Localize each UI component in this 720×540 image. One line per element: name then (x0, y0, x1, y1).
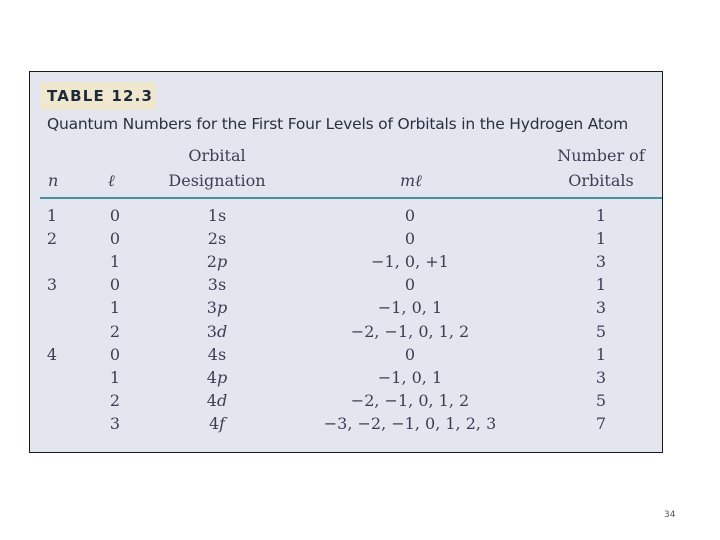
cell-designation: 4d (206, 390, 228, 410)
cell-ml: −2, −1, 0, 1, 2 (350, 390, 470, 410)
cell-count: 1 (595, 206, 607, 225)
cell-designation: 4s (207, 344, 227, 364)
table-label-text: TABLE 12.3 (47, 87, 154, 105)
cell-ml: 0 (404, 229, 416, 249)
cell-count: 1 (595, 275, 607, 295)
cell-count: 5 (595, 321, 607, 341)
cell-designation: 2p (206, 252, 228, 272)
cell-l: 0 (109, 206, 121, 225)
cell-count: 1 (595, 229, 607, 249)
page-number: 34 (664, 510, 676, 520)
cell-ml: −3, −2, −1, 0, 1, 2, 3 (323, 413, 497, 433)
table-caption: Quantum Numbers for the First Four Levels of Orbitals in the Hydrogen Atom (47, 115, 628, 133)
cell-l: 2 (109, 321, 121, 341)
cell-ml: −1, 0, +1 (371, 252, 449, 272)
cell-count: 3 (595, 298, 607, 318)
header-designation-line2: Designation (168, 171, 266, 190)
cell-count: 3 (595, 367, 607, 387)
cell-designation: 3p (206, 298, 228, 318)
cell-designation: 2s (207, 229, 227, 249)
cell-ml: −2, −1, 0, 1, 2 (350, 321, 470, 341)
cell-n: 2 (46, 229, 58, 249)
cell-n: 4 (46, 344, 58, 364)
header-rule (40, 197, 662, 199)
cell-l: 0 (109, 344, 121, 364)
cell-ml: 0 (404, 275, 416, 295)
cell-designation: 3s (207, 275, 227, 295)
cell-designation: 3d (206, 321, 228, 341)
cell-l: 1 (109, 367, 121, 387)
header-count-line1: Number of (557, 146, 645, 165)
header-designation-line1: Orbital (188, 146, 246, 165)
cell-l: 2 (109, 390, 121, 410)
header-ml: mℓ (400, 171, 422, 190)
cell-n: 1 (46, 206, 58, 225)
cell-l: 1 (109, 252, 121, 272)
header-count-line2: Orbitals (568, 171, 634, 190)
cell-designation: 1s (207, 206, 227, 225)
cell-ml: −1, 0, 1 (377, 298, 443, 318)
cell-count: 1 (595, 344, 607, 364)
cell-ml: 0 (404, 206, 416, 225)
cell-count: 3 (595, 252, 607, 272)
cell-designation: 4p (206, 367, 228, 387)
cell-l: 0 (109, 229, 121, 249)
header-l: ℓ (108, 171, 115, 190)
cell-count: 7 (595, 413, 607, 433)
cell-count: 5 (595, 390, 607, 410)
header-n: n (48, 171, 59, 190)
cell-designation: 4f (208, 413, 226, 433)
cell-n: 3 (46, 275, 58, 295)
table-label (40, 82, 156, 110)
cell-l: 0 (109, 275, 121, 295)
cell-ml: 0 (404, 344, 416, 364)
cell-ml: −1, 0, 1 (377, 367, 443, 387)
cell-l: 3 (109, 413, 121, 433)
cell-l: 1 (109, 298, 121, 318)
